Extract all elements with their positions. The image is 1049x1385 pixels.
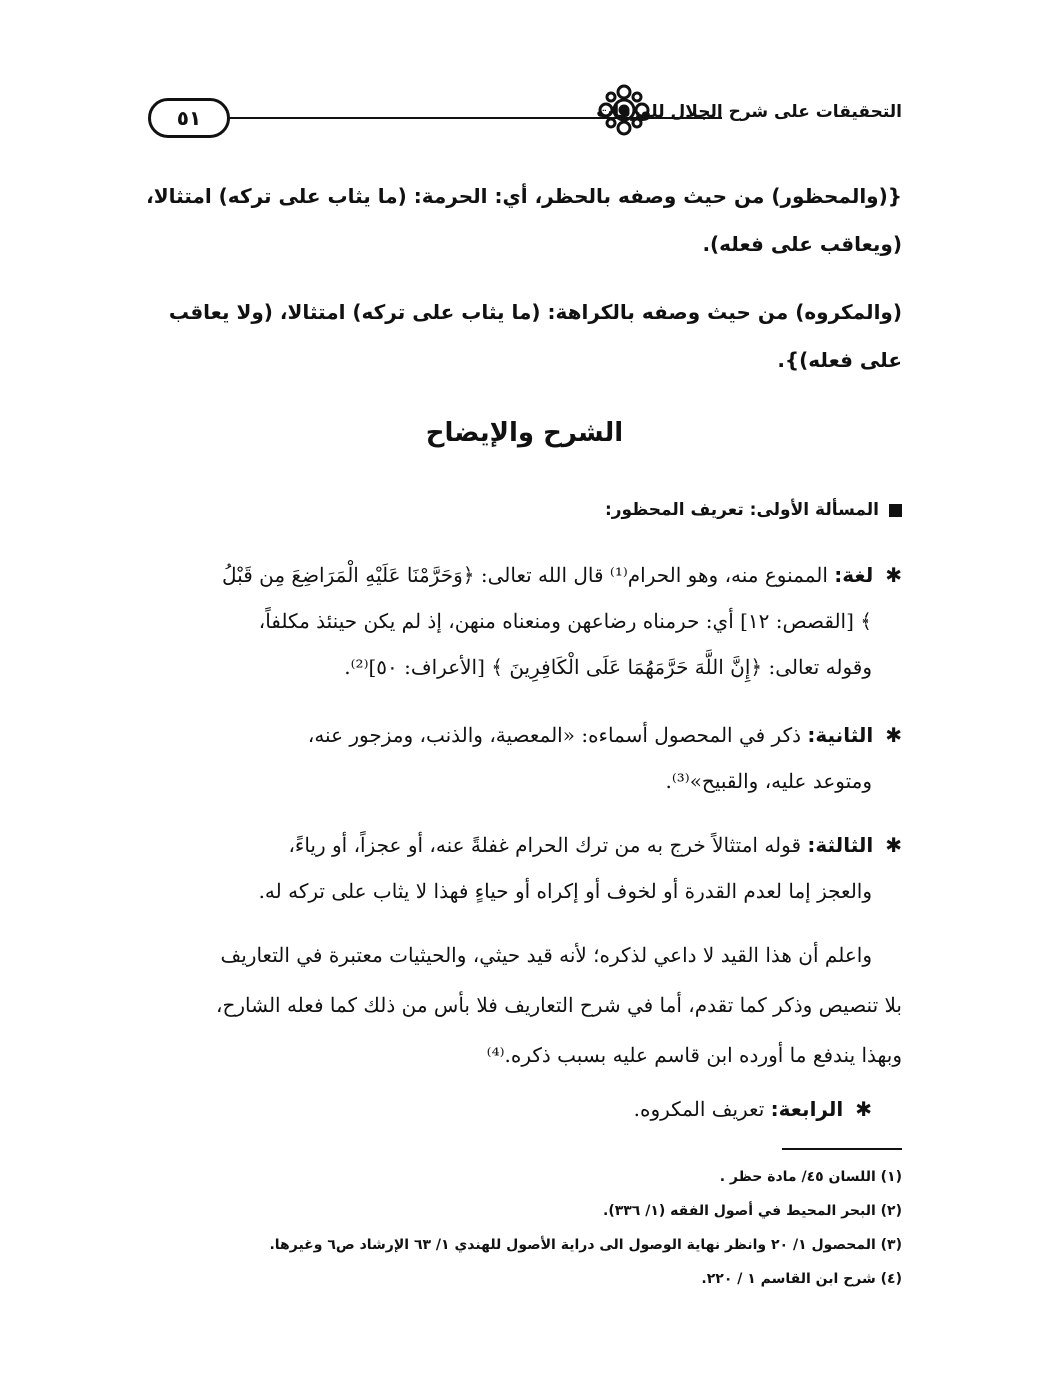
text-line: على فعله)}.	[777, 348, 902, 372]
matn-paragraph-1	[146, 172, 902, 268]
page-number: ٥١	[148, 98, 230, 138]
list-item-third	[146, 822, 902, 914]
list-item-second	[146, 712, 902, 804]
text-line: ومتوعد عليه، والقبيح»⁽³⁾.	[665, 769, 872, 793]
text-line	[116, 1086, 872, 1132]
text-line: ﴾ [القصص: ١٢] أي: حرمناه رضاعهن ومنعناه منهن، إذ لم يكن حينئذ مكلفاً،	[258, 609, 872, 633]
item-label: الرابعة:	[770, 1097, 844, 1121]
page-header	[140, 80, 902, 140]
footnotes	[142, 1160, 902, 1296]
footnote-2: (٢) البحر المحيط في أصول الفقه (١/ ٣٣٦).	[603, 1203, 902, 1219]
item-label: لغة:	[834, 563, 874, 587]
star-bullet-icon: ✱	[885, 723, 902, 747]
text-line	[146, 712, 902, 758]
footnote-1: (١) اللسان ٤٥/ مادة حظر .	[719, 1169, 902, 1185]
footnote-rule	[782, 1148, 902, 1150]
footnote-4: (٤) شرح ابن القاسم ١ / ٢٢٠.	[701, 1271, 902, 1287]
item-label: الثالثة:	[807, 833, 874, 857]
text-line: {(والمحظور) من حيث وصفه بالحظر، أي: الحرمة: (ما يثاب على تركه) امتثالا،	[146, 184, 902, 208]
item-text: قوله امتثالاً خرج به من ترك الحرام غفلةً عنه، أو عجزاً، أو رياءً،	[288, 833, 802, 857]
item-label: الثانية:	[807, 723, 874, 747]
text-line: والعجز إما لعدم القدرة أو لخوف أو إكراه أو حياءٍ فهذا لا يثاب على تركه له.	[258, 879, 872, 903]
running-title: التحقيقات على شرح الجلال للورقات	[596, 102, 902, 122]
list-item-lugha	[146, 552, 902, 690]
text-line: وبهذا يندفع ما أورده ابن قاسم عليه بسبب ذكره.⁽⁴⁾	[486, 1043, 902, 1067]
text-line: (ويعاقب على فعله).	[702, 232, 902, 256]
star-bullet-icon: ✱	[885, 563, 902, 587]
masala-title-text: المسألة الأولى: تعريف المحظور:	[604, 500, 879, 520]
text-line: واعلم أن هذا القيد لا داعي لذكره؛ لأنه قيد حيثي، والحيثيات معتبرة في التعاريف	[220, 943, 872, 967]
item-text: الممنوع منه، وهو الحرام⁽¹⁾ قال الله تعالى: ﴿وَحَرَّمْنَا عَلَيْهِ الْمَرَاضِعَ مِن قَبْلُ	[222, 563, 828, 587]
item-text: تعريف المكروه.	[633, 1097, 765, 1121]
text-line: بلا تنصيص وذكر كما تقدم، أما في شرح التعاريف فلا بأس من ذلك كما فعله الشارح،	[215, 993, 902, 1017]
text-line	[146, 822, 902, 868]
item-text: ذكر في المحصول أسماءه: «المعصية، والذنب، ومزجور عنه،	[307, 723, 802, 747]
star-bullet-icon: ✱	[885, 833, 902, 857]
text-line: (والمكروه) من حيث وصفه بالكراهة: (ما يثاب على تركه) امتثالا، (ولا يعاقب	[168, 300, 902, 324]
footnote-3: (٣) المحصول ١/ ٢٠ وانظر نهاية الوصول الى دراية الأصول للهندي ١/ ٦٣ الإرشاد ص٦ وغيرها.	[269, 1237, 902, 1253]
matn-paragraph-2	[146, 288, 902, 384]
text-line	[146, 552, 902, 598]
star-bullet-icon: ✱	[855, 1097, 872, 1121]
section-heading: الشرح والإيضاح	[425, 418, 624, 448]
text-line: وقوله تعالى: ﴿إِنَّ اللَّهَ حَرَّمَهُمَا عَلَى الْكَافِرِينَ ﴾ [الأعراف: ٥٠]⁽²⁾.	[344, 655, 872, 679]
masala-title	[605, 500, 902, 520]
square-bullet-icon	[889, 504, 902, 517]
list-item-fourth	[116, 1086, 902, 1132]
note-paragraph	[146, 930, 902, 1080]
